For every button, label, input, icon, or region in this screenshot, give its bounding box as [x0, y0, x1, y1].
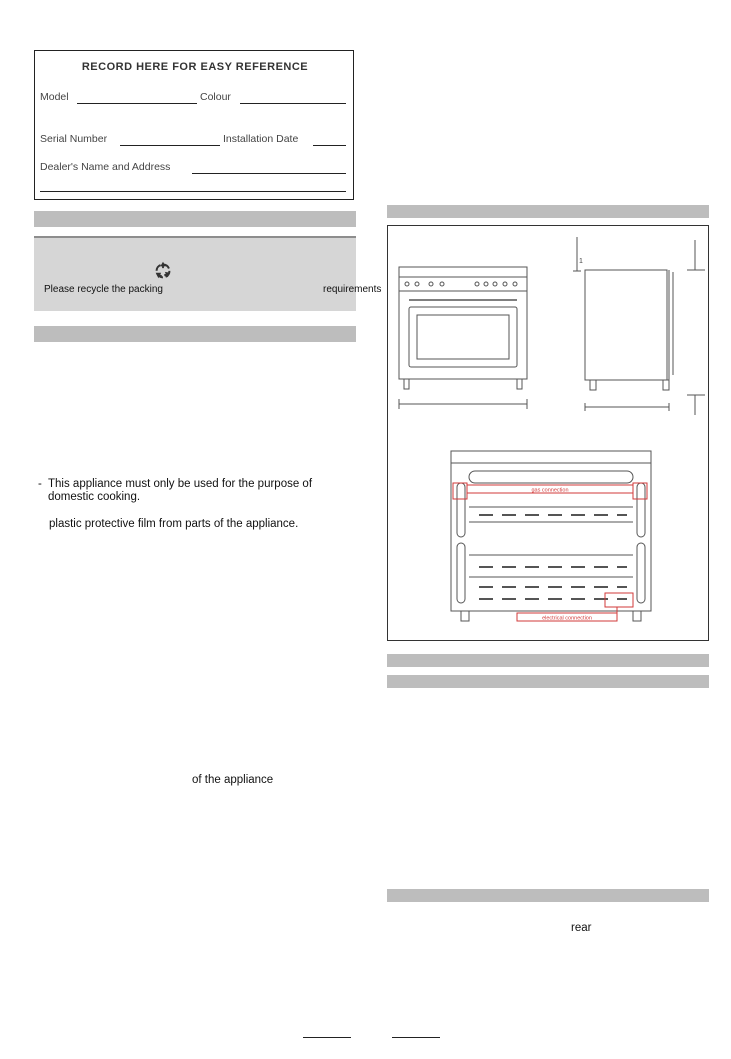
instruction-line-2: domestic cooking.: [48, 491, 141, 503]
colour-field[interactable]: [240, 103, 346, 104]
dealer-label: Dealer's Name and Address: [40, 161, 171, 173]
rear-text: rear: [571, 922, 592, 934]
installation-date-label: Installation Date: [223, 133, 299, 145]
section-bar: [387, 889, 709, 902]
model-field[interactable]: [77, 103, 197, 104]
recycle-text: Please recycle the packing: [44, 284, 163, 295]
installation-diagram: [387, 225, 709, 641]
recycle-box-top-rule: [34, 236, 356, 238]
cooker-front-view: [399, 267, 527, 409]
gas-connection-label: gas connection: [531, 487, 569, 494]
dealer-field[interactable]: [192, 173, 346, 174]
footer-line: [392, 1037, 440, 1038]
of-the-appliance-text: of the appliance: [192, 774, 274, 786]
record-box: [34, 50, 354, 200]
recycle-icon: [152, 259, 174, 281]
record-title: RECORD HERE FOR EASY REFERENCE: [81, 61, 309, 73]
dimension-marker: 1: [579, 258, 583, 265]
instruction-line-3: plastic protective film from parts of the appliance.: [49, 518, 299, 530]
colour-label: Colour: [200, 91, 231, 103]
instruction-line-1: This appliance must only be used for the purpose of: [48, 478, 313, 490]
installation-figure: [387, 225, 709, 641]
installation-date-field[interactable]: [313, 145, 346, 146]
serial-number-label: Serial Number: [40, 133, 108, 145]
section-bar: [387, 675, 709, 688]
recycle-box: [34, 236, 356, 311]
connection-annotations: [453, 483, 647, 621]
cooker-rear-view: [451, 451, 651, 621]
electrical-connection-label: electrical connection: [542, 615, 592, 622]
section-bar: [34, 211, 356, 227]
section-bar: [387, 654, 709, 667]
footer-line: [303, 1037, 351, 1038]
section-bar: [387, 205, 709, 218]
serial-number-field[interactable]: [120, 145, 220, 146]
bullet-marker: -: [38, 478, 42, 490]
section-bar: [34, 326, 356, 342]
dealer-field-line-2[interactable]: [40, 191, 346, 192]
model-label: Model: [40, 91, 69, 103]
cooker-side-view: [573, 237, 705, 415]
requirements-text: requirements: [323, 284, 382, 295]
